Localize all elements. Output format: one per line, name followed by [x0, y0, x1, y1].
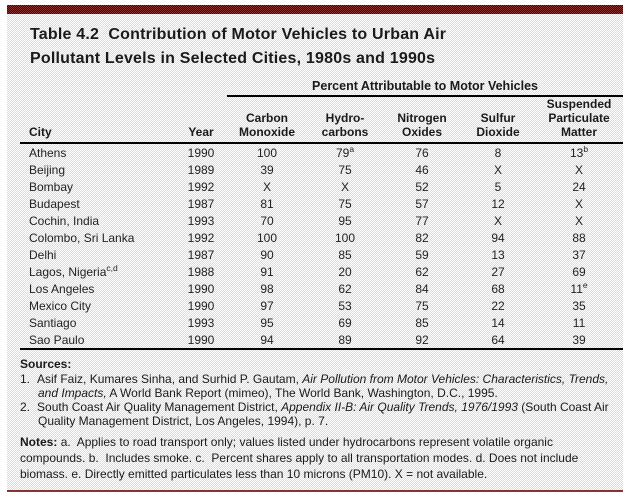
source-number: 2. [20, 400, 31, 414]
cell-carbon-monoxide [227, 212, 307, 229]
value: X [493, 162, 502, 177]
span-header-spacer [20, 79, 227, 96]
cell-sulfur-dioxide [461, 314, 535, 331]
value: 64 [491, 332, 505, 347]
value: X [575, 196, 584, 211]
cell-spm [535, 314, 623, 331]
cell-carbon-monoxide [227, 297, 307, 314]
cell-nitrogen-oxides [383, 297, 461, 314]
source-number: 1. [20, 372, 31, 386]
source-title-italic: Appendix II-B: Air Quality Trends, 1976/1993 [281, 400, 518, 414]
table-row [20, 143, 623, 161]
table-row [20, 280, 623, 297]
span-header: Percent Attributable to Motor Vehicles [227, 79, 623, 96]
value: 14 [491, 315, 505, 330]
value: 62 [338, 281, 352, 296]
value: Colombo, Sri Lanka [29, 230, 135, 245]
value: 1987 [187, 247, 215, 262]
value: Bombay [29, 179, 74, 194]
table-row [20, 212, 623, 229]
header-line: Dioxide [476, 125, 520, 139]
value: 75 [415, 298, 429, 313]
cell-hydrocarbons [307, 143, 383, 161]
cell-spm [535, 161, 623, 178]
cell-nitrogen-oxides [383, 229, 461, 246]
value: 85 [415, 315, 429, 330]
value: X [493, 213, 502, 228]
value: 82 [415, 230, 429, 245]
value: X [575, 213, 584, 228]
value: 1992 [187, 179, 215, 194]
cell-year [175, 263, 227, 280]
cell-spm [535, 331, 623, 349]
header-line: Suspended [546, 97, 612, 111]
value: 12 [491, 196, 505, 211]
value: 1990 [187, 332, 215, 347]
value: 88 [572, 230, 586, 245]
value: 94 [260, 332, 274, 347]
value: 1992 [187, 230, 215, 245]
table-title-line1: Table 4.2 Contribution of Motor Vehicles to Urban Air [30, 26, 447, 43]
cell-carbon-monoxide [227, 229, 307, 246]
cell-sulfur-dioxide [461, 263, 535, 280]
header-line: Oxides [401, 125, 443, 139]
col-header-sulfur-dioxide [461, 96, 535, 143]
cell-spm [535, 195, 623, 212]
value: 1987 [187, 196, 215, 211]
cell-sulfur-dioxide [461, 297, 535, 314]
cell-city [20, 195, 175, 212]
cell-year [175, 195, 227, 212]
top-accent-bar [7, 5, 623, 14]
cell-city [20, 263, 175, 280]
data-table [20, 79, 623, 350]
header-line: carbons [321, 125, 369, 139]
value: 1989 [187, 162, 215, 177]
cell-spm [535, 297, 623, 314]
cell-hydrocarbons [307, 178, 383, 195]
cell-sulfur-dioxide [461, 143, 535, 161]
cell-sulfur-dioxide [461, 331, 535, 349]
cell-carbon-monoxide [227, 161, 307, 178]
source-title-italic: Air Pollution from Motor Vehicles: Characteristics, Trends, and Impacts, [38, 372, 609, 400]
value: 76 [415, 145, 429, 160]
value: 75 [338, 162, 352, 177]
cell-sulfur-dioxide [461, 161, 535, 178]
cell-year [175, 212, 227, 229]
value: 98 [260, 281, 274, 296]
value: 1990 [187, 145, 215, 160]
cell-carbon-monoxide [227, 246, 307, 263]
value: 81 [260, 196, 274, 211]
cell-city [20, 143, 175, 161]
table-row [20, 246, 623, 263]
table-row [20, 263, 623, 280]
header-line: Particulate [548, 111, 610, 125]
value: 89 [338, 332, 352, 347]
value: 77 [415, 213, 429, 228]
cell-spm [535, 229, 623, 246]
value: 35 [572, 298, 586, 313]
cell-nitrogen-oxides [383, 263, 461, 280]
footnote-sup: e [582, 279, 588, 290]
value: 69 [338, 315, 352, 330]
cell-city [20, 178, 175, 195]
value: Budapest [29, 196, 80, 211]
cell-nitrogen-oxides [383, 178, 461, 195]
value: 95 [260, 315, 274, 330]
value: 100 [256, 145, 278, 160]
value: 90 [260, 247, 274, 262]
notes-text: a. Applies to road transport only; values listed under hydrocarbons represent volatile organic compounds. b. Includes smoke. c. Percent shares apply to all transportation modes. d. Does not include biomass. e. Directly emitted particulates less than 10 microns (PM10). X = not available. [20, 435, 579, 481]
table-row [20, 178, 623, 195]
cell-nitrogen-oxides [383, 246, 461, 263]
source-text: South Coast Air Quality Management District, [37, 400, 282, 414]
value: 13 [569, 145, 584, 160]
value: 95 [338, 213, 352, 228]
header-line: Matter [561, 125, 598, 139]
cell-carbon-monoxide [227, 263, 307, 280]
value: 59 [415, 247, 429, 262]
cell-carbon-monoxide [227, 195, 307, 212]
value: 24 [572, 179, 586, 194]
value: X [575, 162, 584, 177]
source-text: A World Bank Report (mimeo), The World Bank, Washington, D.C., 1995. [106, 386, 498, 400]
table-row [20, 195, 623, 212]
cell-city [20, 314, 175, 331]
value: 20 [338, 264, 352, 279]
cell-spm [535, 212, 623, 229]
header-line: Sulfur [480, 111, 516, 125]
cell-spm [535, 246, 623, 263]
cell-carbon-monoxide [227, 280, 307, 297]
value: 100 [256, 230, 278, 245]
value: 69 [572, 264, 586, 279]
value: 68 [491, 281, 505, 296]
value: 57 [415, 196, 429, 211]
value: 22 [491, 298, 505, 313]
value: Mexico City [29, 298, 92, 313]
value: 11 [572, 315, 586, 330]
cell-hydrocarbons [307, 280, 383, 297]
table-row [20, 314, 623, 331]
cell-nitrogen-oxides [383, 331, 461, 349]
cell-year [175, 143, 227, 161]
cell-hydrocarbons [307, 314, 383, 331]
value: Beijing [29, 162, 66, 177]
cell-sulfur-dioxide [461, 195, 535, 212]
cell-spm [535, 143, 623, 161]
header-line: Nitrogen [397, 111, 447, 125]
value: 79 [335, 145, 350, 160]
header-line: Monoxide [239, 125, 295, 139]
sources-heading: Sources: [20, 357, 72, 371]
cell-carbon-monoxide [227, 178, 307, 195]
col-header-suspended-particulate-matter [535, 96, 623, 143]
cell-year [175, 280, 227, 297]
footnote-sup: b [583, 143, 589, 154]
cell-spm [535, 263, 623, 280]
notes-paragraph [20, 434, 611, 482]
cell-hydrocarbons [307, 229, 383, 246]
value: 52 [415, 179, 429, 194]
cell-year [175, 161, 227, 178]
footnote-sup: c,d [106, 262, 118, 273]
table-title-line2: Pollutant Levels in Selected Cities, 1980s and 1990s [30, 50, 436, 67]
cell-nitrogen-oxides [383, 314, 461, 331]
cell-nitrogen-oxides [383, 280, 461, 297]
cell-city [20, 297, 175, 314]
value: X [340, 179, 349, 194]
value: 100 [334, 230, 356, 245]
value: Delhi [29, 247, 57, 262]
cell-hydrocarbons [307, 161, 383, 178]
col-header-city: City [20, 96, 175, 143]
value: Cochin, India [29, 213, 100, 228]
cell-year [175, 314, 227, 331]
value: X [262, 179, 271, 194]
table-footer [20, 356, 611, 482]
notes-heading: Notes: [20, 435, 58, 449]
value: Athens [29, 145, 67, 160]
cell-carbon-monoxide [227, 143, 307, 161]
col-header-carbon-monoxide [227, 96, 307, 143]
value: Los Angeles [29, 281, 95, 296]
cell-city [20, 161, 175, 178]
span-header-row [20, 79, 623, 96]
cell-hydrocarbons [307, 331, 383, 349]
table-panel [7, 5, 623, 492]
cell-city [20, 331, 175, 349]
value: 62 [415, 264, 429, 279]
cell-hydrocarbons [307, 195, 383, 212]
col-header-year: Year [175, 96, 227, 143]
footnote-sup: a [349, 143, 355, 154]
table-row [20, 229, 623, 246]
table-row [20, 161, 623, 178]
cell-city [20, 229, 175, 246]
cell-year [175, 178, 227, 195]
cell-sulfur-dioxide [461, 212, 535, 229]
cell-carbon-monoxide [227, 314, 307, 331]
value: 1993 [187, 315, 215, 330]
value: 1990 [187, 298, 215, 313]
cell-year [175, 331, 227, 349]
value: 37 [572, 247, 586, 262]
cell-nitrogen-oxides [383, 195, 461, 212]
value: 84 [415, 281, 429, 296]
value: 97 [260, 298, 274, 313]
value: Santiago [29, 315, 77, 330]
value: Sao Paulo [29, 332, 85, 347]
col-header-nitrogen-oxides [383, 96, 461, 143]
cell-sulfur-dioxide [461, 246, 535, 263]
value: 27 [491, 264, 505, 279]
cell-city [20, 212, 175, 229]
cell-nitrogen-oxides [383, 212, 461, 229]
cell-hydrocarbons [307, 212, 383, 229]
header-line: Carbon [246, 111, 288, 125]
cell-sulfur-dioxide [461, 229, 535, 246]
value: 5 [494, 179, 502, 194]
value: 39 [260, 162, 274, 177]
source-text: (South Coast Air Quality Management District, Los Angeles, 1994), p. 7. [38, 400, 609, 428]
value: 92 [415, 332, 429, 347]
source-item-1 [20, 372, 611, 400]
cell-spm [535, 178, 623, 195]
cell-city [20, 280, 175, 297]
value: 91 [260, 264, 274, 279]
header-line: Hydro- [325, 111, 365, 125]
table-row [20, 331, 623, 349]
value: 1988 [187, 264, 215, 279]
value: 1990 [187, 281, 215, 296]
source-text: Asif Faiz, Kumares Sinha, and Surhid P. Gautam, [37, 372, 303, 386]
col-header-hydrocarbons [307, 96, 383, 143]
cell-spm [535, 280, 623, 297]
value: 94 [491, 230, 505, 245]
value: 85 [338, 247, 352, 262]
value: 11 [570, 281, 583, 296]
table-title [30, 23, 605, 71]
cell-carbon-monoxide [227, 331, 307, 349]
value: 8 [494, 145, 502, 160]
cell-year [175, 229, 227, 246]
cell-nitrogen-oxides [383, 161, 461, 178]
cell-sulfur-dioxide [461, 178, 535, 195]
value: 70 [260, 213, 274, 228]
cell-year [175, 297, 227, 314]
table-row [20, 297, 623, 314]
value: 13 [491, 247, 505, 262]
cell-nitrogen-oxides [383, 143, 461, 161]
cell-hydrocarbons [307, 246, 383, 263]
cell-hydrocarbons [307, 263, 383, 280]
cell-sulfur-dioxide [461, 280, 535, 297]
cell-hydrocarbons [307, 297, 383, 314]
column-header-row [20, 96, 623, 143]
value: 1993 [187, 213, 215, 228]
value: 39 [572, 332, 586, 347]
value: 46 [415, 162, 429, 177]
cell-city [20, 246, 175, 263]
cell-year [175, 246, 227, 263]
value: 53 [338, 298, 352, 313]
value: 75 [338, 196, 352, 211]
value: Lagos, Nigeria [29, 264, 107, 279]
source-item-2 [20, 400, 611, 428]
